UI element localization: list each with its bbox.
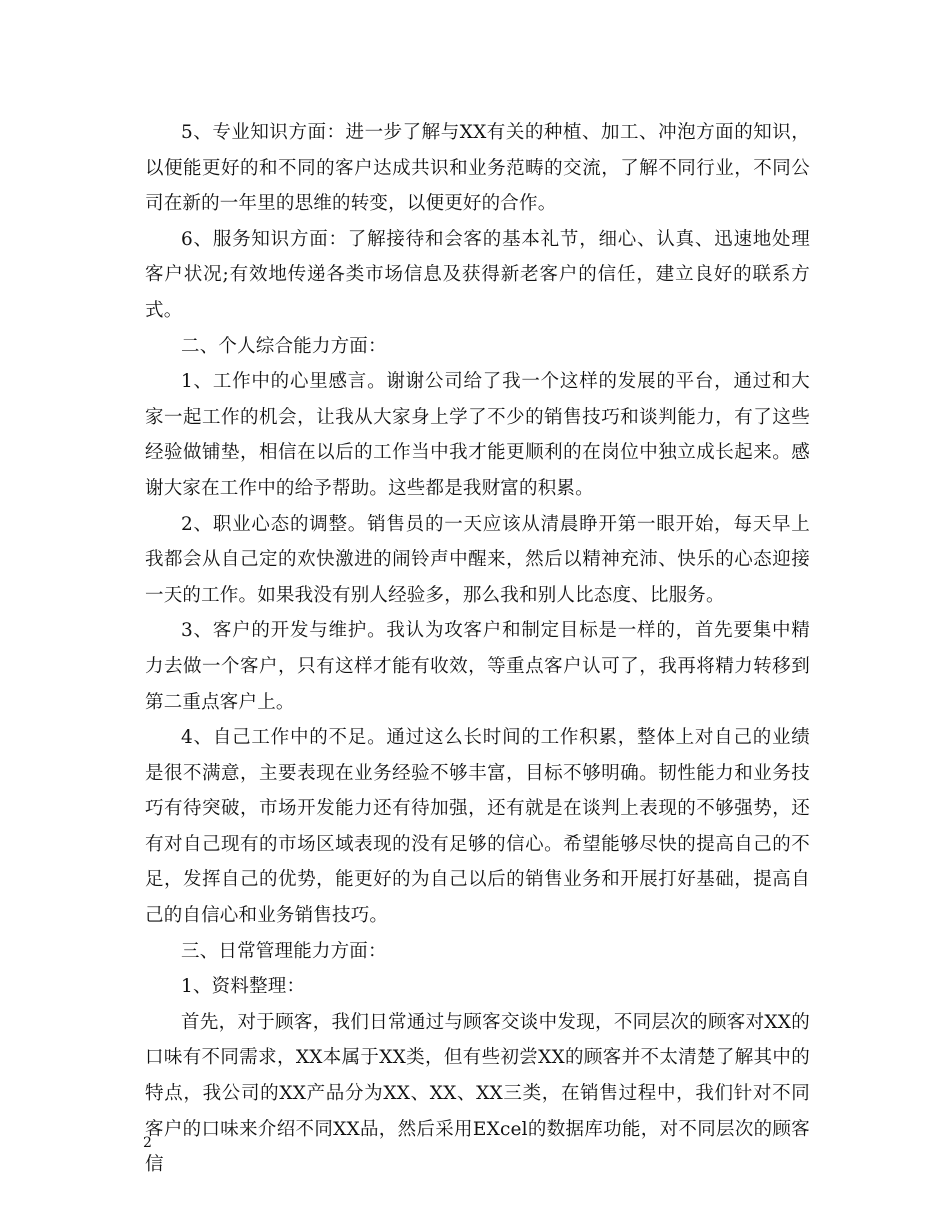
paragraph-client-development: 3、客户的开发与维护。我认为攻客户和制定目标是一样的，首先要集中精力去做一个客户，只有这样才能有收效，等重点客户认可了，我再将精力转移到第二重点客户上。	[145, 620, 810, 713]
paragraph-service-knowledge: 6、服务知识方面：了解接待和会客的基本礼节，细心、认真、迅速地处理客户状况;有效地传递各类市场信息及获得新老客户的信任，建立良好的联系方式。	[145, 228, 810, 321]
paragraph-career-mindset: 2、职业心态的调整。销售员的一天应该从清晨睁开第一眼开始，每天早上我都会从自己定的欢快激进的闹铃声中醒来，然后以精神充沛、快乐的心态迎接一天的工作。如果我没有别人经验多，那么我和别人比态度、比服务。	[145, 513, 810, 606]
paragraph-shortcomings: 4、自己工作中的不足。通过这么长时间的工作积累，整体上对自己的业绩是很不满意，主要表现在业务经验不够丰富，目标不够明确。韧性能力和业务技巧有待突破，市场开发能力还有待加强，还有就是在谈判上表现的不够强势，还有对自己现有的市场区域表现的没有足够的信心。希望能够尽快的提高自己的不足，发挥自己的优势，能更好的为自己以后的销售业务和开展打好基础，提高自己的自信心和业务销售技巧。	[145, 727, 810, 927]
page-number: 2	[143, 1135, 152, 1151]
section-heading-daily-management: 三、日常管理能力方面：	[181, 940, 387, 962]
paragraph-professional-knowledge: 5、专业知识方面：进一步了解与XX有关的种植、加工、冲泡方面的知识，以便能更好的和不同的客户达成共识和业务范畴的交流，了解不同行业，不同公司在新的一年里的思维的转变，以便更好的合作。	[145, 122, 810, 215]
document-body	[145, 115, 810, 1183]
paragraph-customer-data: 首先，对于顾客，我们日常通过与顾客交谈中发现，不同层次的顾客对XX的口味有不同需求，XX本属于XX类，但有些初尝XX的顾客并不太清楚了解其中的特点，我公司的XX产品分为XX、XX、XX三类，在销售过程中，我们针对不同客户的口味来介绍不同XX品，然后采用EXcel的数据库功能，对不同层次的顾客信	[145, 1011, 810, 1176]
paragraph-work-reflections: 1、工作中的心里感言。谢谢公司给了我一个这样的发展的平台，通过和大家一起工作的机会，让我从大家身上学了不少的销售技巧和谈判能力，有了这些经验做铺垫，相信在以后的工作当中我才能更顺利的在岗位中独立成长起来。感谢大家在工作中的给予帮助。这些都是我财富的积累。	[145, 371, 810, 499]
section-heading-personal-ability: 二、个人综合能力方面：	[181, 335, 387, 357]
subheading-data-organization: 1、资料整理：	[181, 976, 306, 998]
